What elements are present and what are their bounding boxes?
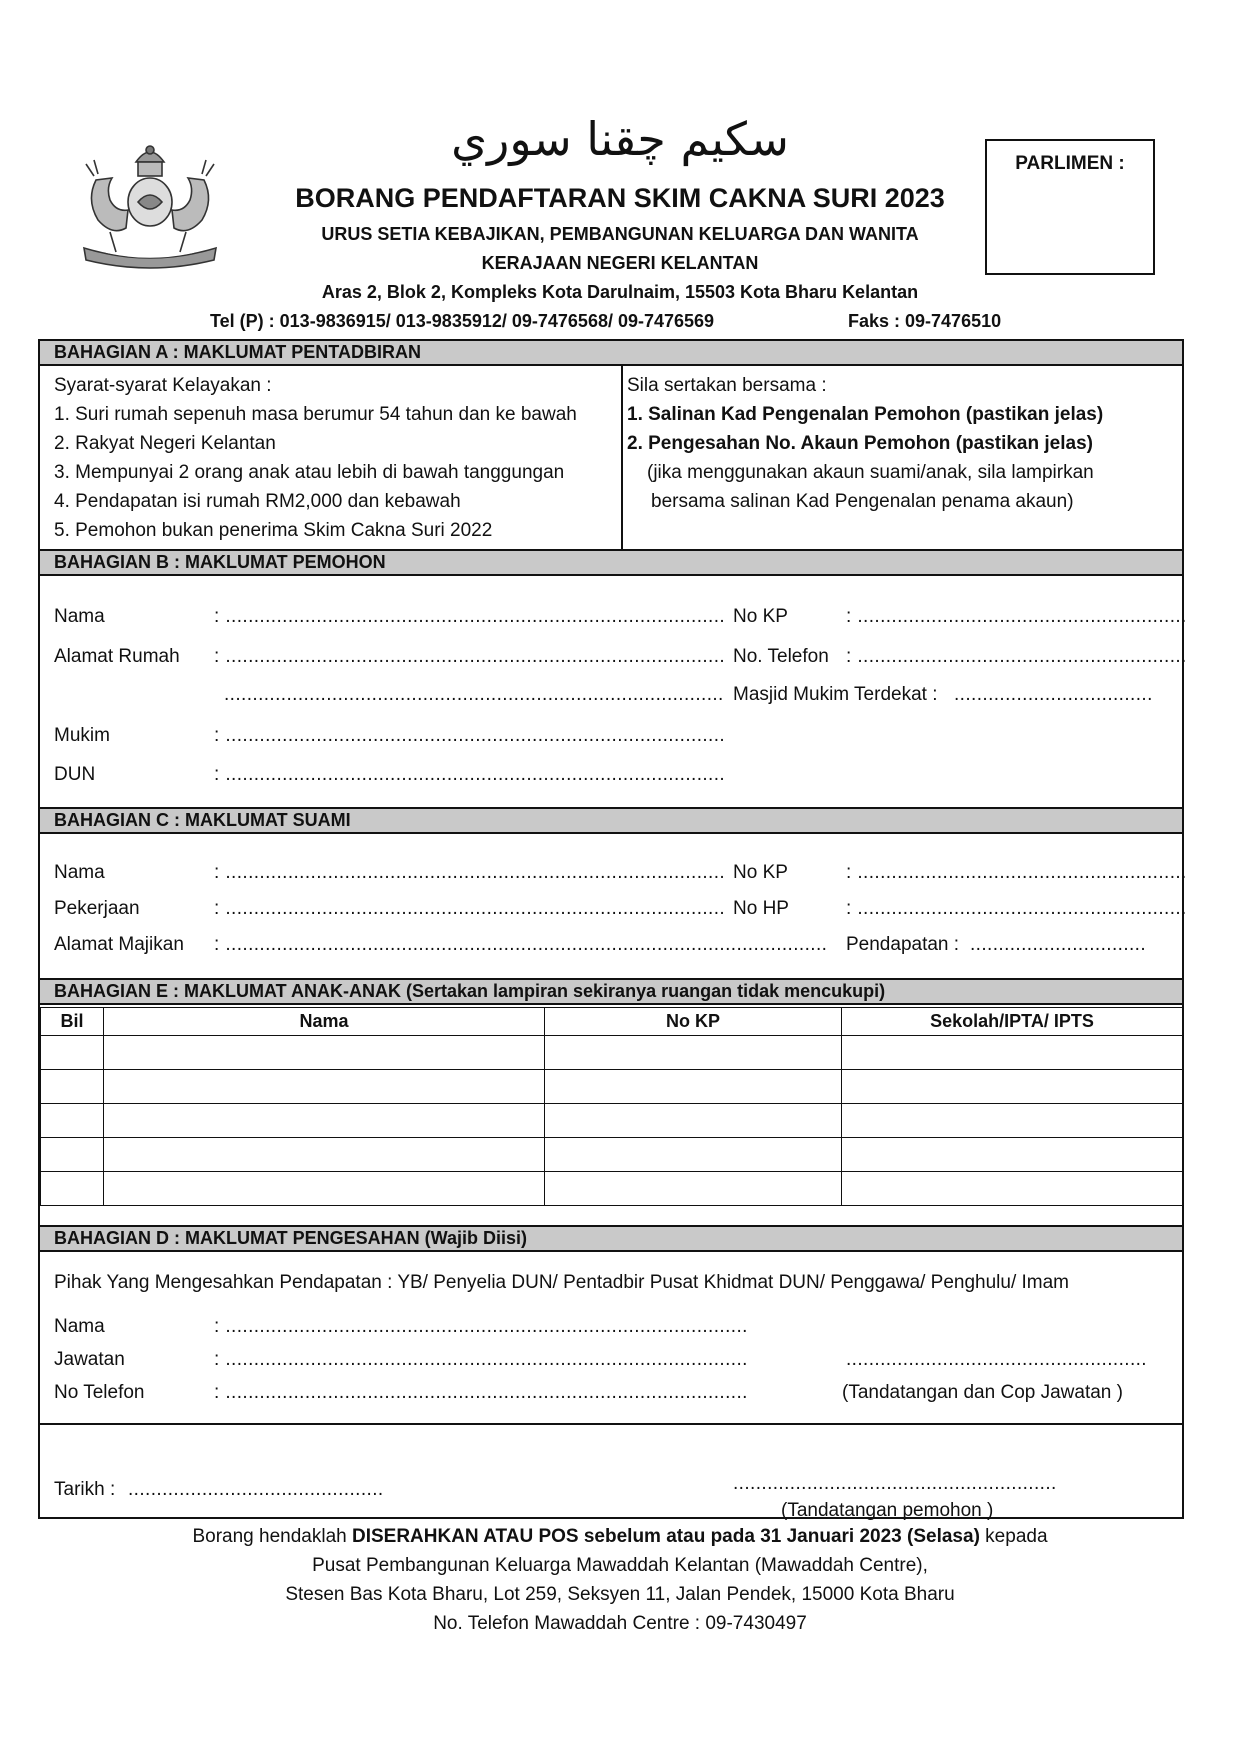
section-a-divider — [621, 366, 623, 551]
telephone-line: Tel (P) : 013-9836915/ 013-9835912/ 09-7476568/ 09-7476569 — [210, 311, 715, 331]
table-row[interactable] — [41, 1104, 1183, 1138]
section-d-header: BAHAGIAN D : MAKLUMAT PENGESAHAN (Wajib Diisi) — [40, 1225, 1182, 1252]
husband-name-label: Nama — [54, 862, 105, 883]
husband-nokp-field[interactable]: : .......................................................... — [846, 862, 1187, 883]
husband-nokp-label: No KP — [733, 862, 788, 883]
applicant-address-field-2[interactable]: ........................................................................................ — [224, 684, 724, 705]
org-line-2: KERAJAAN NEGERI KELANTAN — [481, 253, 759, 273]
table-row[interactable] — [41, 1036, 1183, 1070]
centre-phone: No. Telefon Mawaddah Centre : 09-7430497 — [433, 1613, 807, 1634]
submission-note-prefix: Borang hendaklah — [192, 1526, 352, 1547]
section-d-divider — [40, 1423, 1182, 1425]
children-table — [40, 1007, 1183, 1206]
applicant-dun-label: DUN — [54, 764, 96, 785]
condition-1: 1. Suri rumah sepenuh masa berumur 54 tahun dan ke bawah — [54, 404, 577, 425]
col-sekolah: Sekolah/IPTA/ IPTS — [842, 1008, 1183, 1036]
col-bil: Bil — [41, 1008, 104, 1036]
verifier-signature-line[interactable]: ..................................................... — [846, 1349, 1147, 1370]
applicant-mukim-field[interactable]: : ........................................................................................ — [214, 725, 726, 746]
section-a-header: BAHAGIAN A : MAKLUMAT PENTADBIRAN — [40, 339, 1182, 366]
verifier-name-label: Nama — [54, 1316, 105, 1337]
applicant-address-field[interactable]: : ........................................................................................ — [214, 646, 726, 667]
applicant-mukim-label: Mukim — [54, 725, 110, 746]
income-field[interactable]: ............................... — [970, 934, 1147, 955]
applicant-signature-line[interactable]: ......................................................... — [733, 1473, 1057, 1494]
verifier-description: Pihak Yang Mengesahkan Pendapatan : YB/ Penyelia DUN/ Pentadbir Pusat Khidmat DUN/ Penggawa/ Penghulu/ Imam — [54, 1272, 1069, 1293]
table-row[interactable] — [41, 1070, 1183, 1104]
section-c-header: BAHAGIAN C : MAKLUMAT SUAMI — [40, 807, 1182, 834]
col-nama: Nama — [104, 1008, 545, 1036]
applicant-dun-field[interactable]: : ........................................................................................ — [214, 764, 726, 785]
org-line-1: URUS SETIA KEBAJIKAN, PEMBANGUNAN KELUARGA DAN WANITA — [321, 224, 919, 244]
condition-3: 3. Mempunyai 2 orang anak atau lebih di bawah tanggungan — [54, 462, 565, 483]
attachment-note-2: bersama salinan Kad Pengenalan penama akaun) — [651, 491, 1074, 512]
husband-hp-label: No HP — [733, 898, 789, 919]
condition-4: 4. Pendapatan isi rumah RM2,000 dan kebawah — [54, 491, 461, 512]
mosque-label: Masjid Mukim Terdekat : — [733, 684, 938, 705]
form-title: BORANG PENDAFTARAN SKIM CAKNA SURI 2023 — [295, 183, 945, 213]
address-line: Aras 2, Blok 2, Kompleks Kota Darulnaim, 15503 Kota Bharu Kelantan — [321, 282, 919, 302]
date-field[interactable]: ............................................. — [128, 1479, 384, 1500]
centre-name: Pusat Pembangunan Keluarga Mawaddah Kelantan (Mawaddah Centre), — [312, 1555, 928, 1576]
husband-job-field[interactable]: : ........................................................................................ — [214, 898, 726, 919]
condition-5: 5. Pemohon bukan penerima Skim Cakna Suri 2022 — [54, 520, 493, 541]
attachment-1: 1. Salinan Kad Pengenalan Pemohon (pastikan jelas) — [627, 404, 1104, 425]
applicant-phone-field[interactable]: : .......................................................... — [846, 646, 1187, 667]
applicant-name-label: Nama — [54, 606, 105, 627]
income-label: Pendapatan : — [846, 934, 960, 955]
husband-job-label: Pekerjaan — [54, 898, 140, 919]
eligibility-heading: Syarat-syarat Kelayakan : — [54, 375, 272, 396]
attachments-heading: Sila sertakan bersama : — [627, 375, 827, 396]
husband-name-field[interactable]: : ........................................................................................ — [214, 862, 726, 883]
applicant-address-label: Alamat Rumah — [54, 646, 180, 667]
husband-hp-field[interactable]: : .......................................................... — [846, 898, 1187, 919]
verifier-phone-field[interactable]: : ............................................................................................ — [214, 1382, 748, 1403]
date-label: Tarikh : — [54, 1479, 116, 1500]
submission-note — [0, 1526, 1240, 1548]
submission-deadline: DISERAHKAN ATAU POS sebelum atau pada 31 Januari 2023 (Selasa) — [351, 1526, 980, 1547]
section-e-header: BAHAGIAN E : MAKLUMAT ANAK-ANAK (Sertakan lampiran sekiranya ruangan tidak mencukupi) — [40, 978, 1182, 1005]
table-row[interactable] — [41, 1138, 1183, 1172]
applicant-name-field[interactable]: : ........................................................................................ — [214, 606, 726, 627]
jawi-title: سكيم چقنا سوري — [451, 112, 789, 166]
submission-note-suffix: kepada — [979, 1526, 1048, 1547]
fax-line: Faks : 09-7476510 — [848, 311, 1002, 331]
condition-2: 2. Rakyat Negeri Kelantan — [54, 433, 276, 454]
employer-address-field[interactable]: : .......................................................................................................... — [214, 934, 828, 955]
attachment-2: 2. Pengesahan No. Akaun Pemohon (pastikan jelas) — [627, 433, 1093, 454]
applicant-signature-label: (Tandatangan pemohon ) — [781, 1500, 994, 1521]
attachment-note-1: (jika menggunakan akaun suami/anak, sila lampirkan — [647, 462, 1094, 483]
verifier-position-field[interactable]: : ............................................................................................ — [214, 1349, 748, 1370]
parlimen-box[interactable] — [985, 139, 1155, 275]
applicant-nokp-field[interactable]: : .......................................................... — [846, 606, 1187, 627]
mosque-field[interactable]: ................................... — [954, 684, 1153, 705]
centre-address: Stesen Bas Kota Bharu, Lot 259, Seksyen 11, Jalan Pendek, 15000 Kota Bharu — [285, 1584, 955, 1605]
children-table-header — [41, 1008, 1183, 1036]
verifier-phone-label: No Telefon — [54, 1382, 145, 1403]
applicant-nokp-label: No KP — [733, 606, 788, 627]
registration-form — [38, 339, 1187, 1521]
applicant-phone-label: No. Telefon — [733, 646, 829, 667]
parlimen-label: PARLIMEN : — [1015, 153, 1125, 174]
table-row[interactable] — [41, 1172, 1183, 1206]
verifier-position-label: Jawatan — [54, 1349, 125, 1370]
col-nokp: No KP — [545, 1008, 842, 1036]
section-b-header: BAHAGIAN B : MAKLUMAT PEMOHON — [40, 549, 1182, 576]
verifier-name-field[interactable]: : ............................................................................................ — [214, 1316, 748, 1337]
employer-address-label: Alamat Majikan — [54, 934, 184, 955]
verifier-signature-label: (Tandatangan dan Cop Jawatan ) — [842, 1382, 1123, 1403]
